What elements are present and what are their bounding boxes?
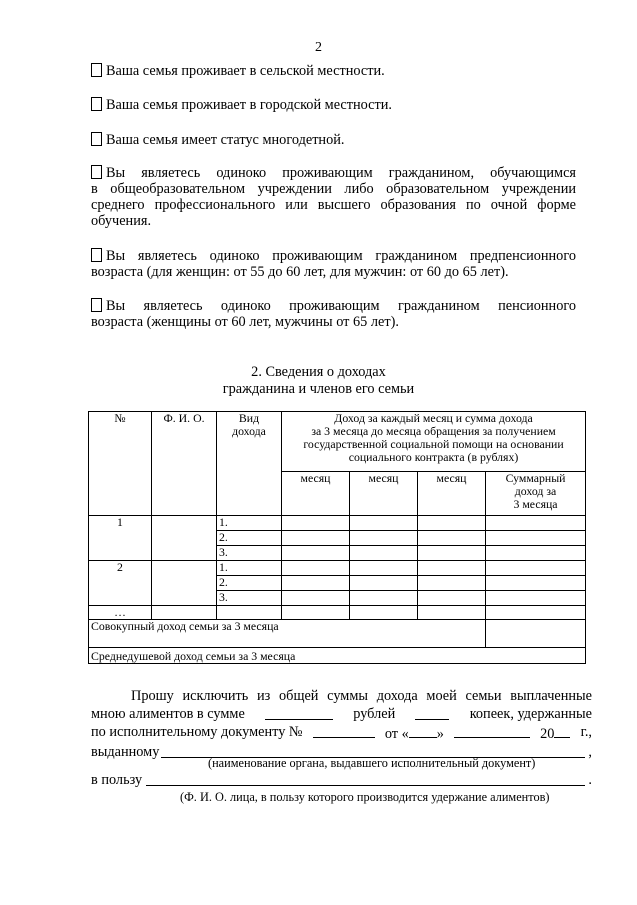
average-income-label: Среднедушевой доход семьи за 3 месяца [89, 648, 586, 664]
income-type-cell: 3. [217, 591, 282, 606]
writ-number-field[interactable] [313, 724, 375, 738]
checkbox[interactable] [91, 165, 102, 179]
cell[interactable] [350, 516, 418, 531]
beneficiary-field[interactable] [146, 772, 585, 786]
col-header-income-type: Вид дохода [217, 412, 282, 516]
writ-date [385, 724, 444, 742]
cell[interactable] [282, 561, 350, 576]
option-label: Вы являетесь одиноко проживающим гражданином пенсионного [106, 298, 576, 314]
section-title: 2. Сведения о доходах [251, 364, 386, 380]
option-pension [91, 298, 576, 330]
text: выданному [91, 744, 160, 760]
cell[interactable] [418, 516, 486, 531]
page-number: 2 [315, 40, 322, 55]
text: по исполнительному документу № [91, 724, 303, 740]
option-urban [91, 97, 392, 113]
option-label: Вы являетесь одиноко проживающим гражданином предпенсионного [106, 248, 576, 264]
cell[interactable] [486, 591, 586, 606]
cell[interactable] [486, 561, 586, 576]
checkbox[interactable] [91, 132, 102, 146]
member-number: 1 [89, 516, 152, 561]
cell[interactable] [282, 606, 350, 620]
writ-year [540, 724, 570, 742]
income-type-cell: 2. [217, 531, 282, 546]
col-header-no: № [89, 412, 152, 516]
cell[interactable] [418, 561, 486, 576]
cell[interactable] [350, 576, 418, 591]
text: рублей [353, 706, 396, 722]
request-paragraph [91, 688, 592, 760]
option-label: Вы являетесь одиноко проживающим гражданином, обучающимся [106, 165, 576, 181]
cell[interactable] [486, 516, 586, 531]
cell[interactable] [418, 591, 486, 606]
col-header-month: месяц [350, 472, 418, 516]
text: от « [384, 726, 409, 742]
text: 20 [540, 726, 555, 742]
income-type-cell: 3. [217, 546, 282, 561]
beneficiary-caption: (Ф. И. О. лица, в пользу которого производится удержание алиментов) [180, 790, 550, 804]
writ-month-field[interactable] [454, 724, 530, 738]
table-row [89, 606, 586, 620]
income-type-cell: 1. [217, 516, 282, 531]
checkbox[interactable] [91, 97, 102, 111]
cell[interactable] [418, 531, 486, 546]
member-fio-cell[interactable] [152, 516, 217, 561]
writ-year-field[interactable] [554, 724, 570, 738]
writ-day-field[interactable] [409, 724, 437, 738]
cell[interactable] [350, 546, 418, 561]
member-number: 2 [89, 561, 152, 606]
income-type-cell: 2. [217, 576, 282, 591]
request-line-5 [91, 772, 592, 788]
option-label: Ваша семья проживает в городской местности. [106, 97, 392, 113]
text: мною алиментов в сумме [91, 706, 245, 722]
cell[interactable] [418, 576, 486, 591]
text: . [588, 772, 592, 788]
col-header-fio: Ф. И. О. [152, 412, 217, 516]
col-header-income: Доход за каждый месяц и сумма дохода за 3 месяца до месяца обращения за получением государственной социальной помощи на основании социального контракта (в рублях) [282, 412, 586, 472]
table-row [89, 516, 586, 531]
option-rural [91, 63, 385, 79]
cell[interactable] [282, 531, 350, 546]
cell[interactable] [486, 531, 586, 546]
request-line-3 [91, 724, 592, 742]
cell[interactable] [418, 546, 486, 561]
option-label-line: возраста (для женщин: от 55 до 60 лет, для мужчин: от 60 до 65 лет). [91, 264, 509, 280]
issuing-authority-caption: (наименование органа, выдавшего исполнительный документ) [208, 756, 536, 770]
col-header-total: Суммарный доход за 3 месяца [486, 472, 586, 516]
total-income-label: Совокупный доход семьи за 3 месяца [89, 620, 486, 648]
cell[interactable] [217, 606, 282, 620]
cell[interactable] [282, 516, 350, 531]
request-line-2 [91, 706, 592, 722]
checkbox[interactable] [91, 248, 102, 262]
col-header-month: месяц [282, 472, 350, 516]
average-row [89, 648, 586, 664]
option-label-line: среднего профессионального или высшего образования по очной форме [91, 197, 576, 213]
ellipsis-cell: … [89, 606, 152, 620]
text: копеек, удержанные [469, 706, 592, 722]
section-subtitle: гражданина и членов его семьи [222, 381, 415, 397]
table-row [89, 561, 586, 576]
option-label-line: возраста (женщины от 60 лет, мужчины от 65 лет). [91, 314, 399, 330]
cell[interactable] [350, 531, 418, 546]
cell[interactable] [282, 546, 350, 561]
income-type-cell: 1. [217, 561, 282, 576]
cell[interactable] [486, 576, 586, 591]
cell[interactable] [282, 576, 350, 591]
cell[interactable] [486, 606, 586, 620]
option-label: Ваша семья имеет статус многодетной. [106, 132, 345, 148]
option-large-family [91, 132, 344, 148]
option-pre-pension [91, 248, 576, 280]
alimony-rubles-field[interactable] [265, 706, 333, 720]
cell[interactable] [350, 606, 418, 620]
col-header-month: месяц [418, 472, 486, 516]
checkbox[interactable] [91, 298, 102, 312]
cell[interactable] [282, 591, 350, 606]
text: в пользу [91, 772, 143, 788]
cell[interactable] [350, 591, 418, 606]
cell[interactable] [418, 606, 486, 620]
option-student [91, 165, 576, 229]
checkbox[interactable] [91, 63, 102, 77]
cell[interactable] [350, 561, 418, 576]
total-income-cell[interactable] [486, 620, 586, 648]
request-line-1: Прошу исключить из общей суммы дохода моей семьи выплаченные [131, 688, 592, 704]
option-label: Ваша семья проживает в сельской местности. [106, 63, 385, 79]
option-label-line: обучения. [91, 213, 152, 229]
cell[interactable] [486, 546, 586, 561]
cell[interactable] [152, 606, 217, 620]
alimony-kopecks-field[interactable] [415, 706, 449, 720]
total-row [89, 620, 586, 648]
text: г., [580, 724, 592, 740]
income-table [88, 411, 586, 664]
text: , [588, 744, 592, 760]
member-fio-cell[interactable] [152, 561, 217, 606]
option-label-line: в общеобразовательном учреждении либо образовательном учреждении [91, 181, 576, 197]
text: » [436, 726, 444, 742]
